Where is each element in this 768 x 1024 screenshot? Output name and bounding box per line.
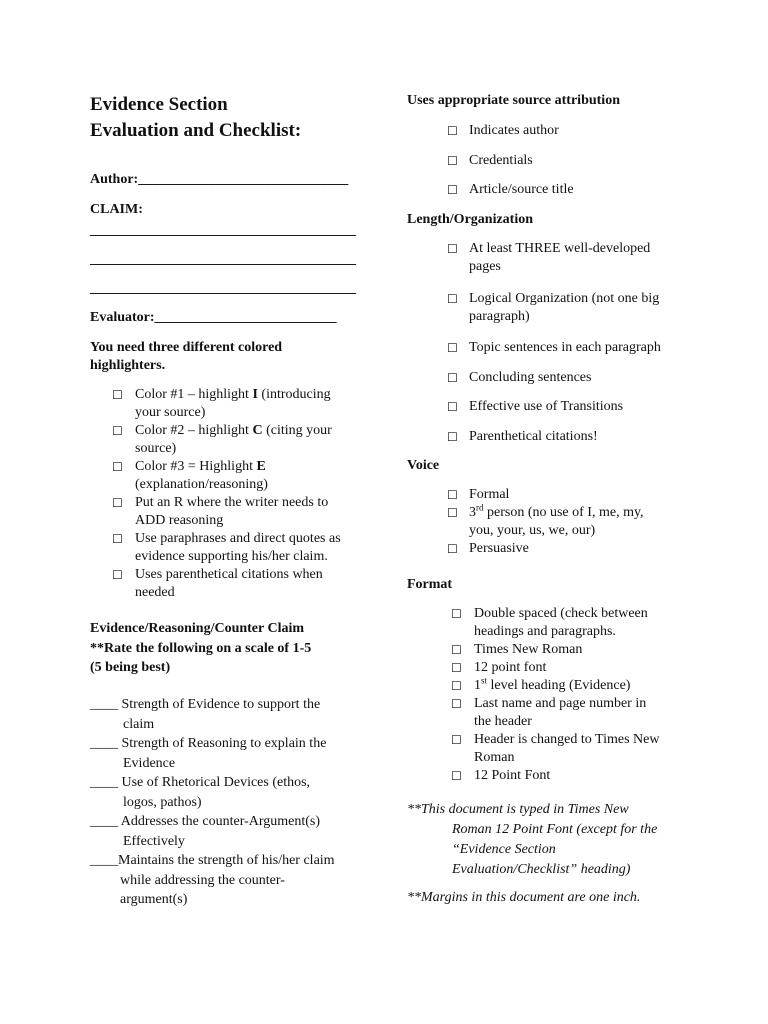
highlighters-heading-line-1: You need three different colored (90, 340, 283, 355)
length-heading: Length/Organization (407, 212, 534, 227)
font-note-line-3: “Evidence Section (452, 842, 556, 857)
checkbox-icon[interactable]: ☐ (447, 370, 458, 385)
rating-item-line-2: Effectively (123, 833, 185, 849)
item-text-post: (citing your (262, 423, 332, 438)
checkbox-icon[interactable]: ☐ (451, 769, 462, 783)
checkbox-icon[interactable]: ☐ (451, 661, 462, 675)
list-item (447, 398, 707, 428)
item-text: Logical Organization (not one big (469, 290, 660, 306)
checkbox-icon[interactable]: ☐ (112, 460, 123, 474)
list-item (451, 767, 711, 785)
rating-heading-line-3: (5 being best) (90, 660, 171, 675)
item-text-line-2: you, your, us, we, our) (469, 523, 596, 538)
checkbox-icon[interactable]: ☐ (112, 532, 123, 546)
list-item (447, 240, 707, 290)
list-item (451, 731, 711, 767)
list-item (447, 122, 707, 152)
item-key: C (252, 423, 263, 438)
list-item (112, 386, 382, 422)
item-key: I (252, 387, 258, 402)
checkbox-icon[interactable]: ☐ (447, 429, 458, 444)
list-item (447, 152, 707, 182)
item-text: Double spaced (check between (474, 606, 648, 621)
item-text: Effective use of Transitions (469, 399, 624, 414)
list-item (451, 659, 711, 677)
item-text-line-2: ADD reasoning (135, 513, 224, 528)
highlighter-checklist (112, 386, 382, 602)
item-text: Use paraphrases and direct quotes as (135, 531, 341, 546)
left-column (90, 92, 375, 907)
font-note (407, 800, 707, 880)
item-text-line-2: the header (474, 714, 532, 729)
item-text: 12 Point Font (474, 768, 551, 783)
rating-item-line-2: claim (123, 716, 155, 732)
checkbox-icon[interactable]: ☐ (447, 506, 458, 520)
checkbox-icon[interactable]: ☐ (447, 291, 458, 306)
checkbox-icon[interactable]: ☐ (447, 488, 458, 502)
item-text: Color #1 – highlight (135, 387, 253, 402)
claim-label: CLAIM: (90, 202, 143, 217)
checkbox-icon[interactable]: ☐ (447, 341, 458, 355)
list-item (447, 339, 707, 369)
item-text-rest: person (no use of I, me, my, (483, 505, 644, 520)
highlighters-heading (90, 339, 380, 375)
item-text: Formal (469, 487, 510, 502)
font-note-line-2: Roman 12 Point Font (except for the (452, 822, 658, 837)
font-note-line-1: **This document is typed in Times New (407, 802, 629, 817)
item-text-line-2: (explanation/reasoning) (135, 477, 268, 492)
checkbox-icon[interactable]: ☐ (112, 496, 123, 510)
format-heading: Format (407, 577, 453, 592)
rating-item-line-2: Evidence (123, 755, 176, 771)
claim-line-2: ______________________________________ (90, 252, 356, 267)
voice-heading: Voice (407, 458, 440, 473)
rating-list (90, 695, 380, 910)
item-text-rest: level heading (Evidence) (487, 678, 631, 693)
rating-item-line-3: argument(s) (120, 892, 188, 907)
right-column (407, 92, 707, 905)
rating-item-line-1: ____Maintains the strength of his/her claim (90, 853, 335, 868)
list-item (451, 695, 711, 731)
rating-heading (90, 619, 380, 678)
item-text: 12 point font (474, 660, 547, 675)
rating-heading-line-2: **Rate the following on a scale of 1-5 (90, 640, 312, 656)
item-text-line-2: paragraph) (469, 308, 530, 324)
ordinal-suffix: st (481, 675, 488, 686)
list-item (447, 504, 707, 540)
item-text (474, 677, 711, 695)
author-field: Author:______________________________ (90, 172, 349, 187)
item-text: Header is changed to Times New (474, 732, 660, 747)
item-text: Last name and page number in (474, 696, 647, 711)
attribution-checklist (447, 122, 707, 211)
rating-item-line-1: ____ Strength of Evidence to support the (90, 697, 321, 712)
list-item (112, 566, 382, 602)
item-text: Persuasive (469, 541, 529, 556)
item-text: At least THREE well-developed (469, 241, 651, 256)
item-text-line-2: pages (469, 259, 501, 274)
list-item (447, 486, 707, 504)
rating-item-line-1: ____ Addresses the counter-Argument(s) (90, 814, 321, 829)
highlighters-heading-line-2: highlighters. (90, 358, 166, 373)
item-text: Color #2 – highlight (135, 423, 253, 438)
ordinal-number: 1 (474, 678, 481, 693)
item-text: Uses parenthetical citations when (135, 567, 323, 582)
item-text-post: (introducing (257, 387, 331, 402)
claim-line-3: ______________________________________ (90, 281, 356, 296)
checkbox-icon[interactable]: ☐ (112, 568, 123, 582)
item-text-line-2: source) (135, 441, 177, 456)
rating-item (90, 773, 380, 812)
checkbox-icon[interactable]: ☐ (447, 124, 458, 138)
rating-item (90, 695, 380, 734)
rating-item-line-1: ____ Strength of Reasoning to explain the (90, 736, 327, 751)
item-text: Article/source title (469, 182, 574, 197)
item-text-line-2: needed (135, 585, 175, 600)
font-note-line-4: Evaluation/Checklist” heading) (452, 862, 631, 877)
rating-item-line-2: while addressing the counter- (120, 872, 285, 888)
checkbox-icon[interactable]: ☐ (451, 643, 462, 657)
item-text: Indicates author (469, 123, 559, 138)
checkbox-icon[interactable]: ☐ (451, 733, 462, 747)
ordinal-number: 3 (469, 505, 476, 520)
item-text: Color #3 = Highlight (135, 459, 257, 474)
item-text-line-2: your source) (135, 405, 206, 420)
list-item (447, 181, 707, 211)
checkbox-icon[interactable]: ☐ (112, 424, 123, 438)
format-checklist (451, 605, 711, 785)
checkbox-icon[interactable]: ☐ (447, 153, 458, 168)
checkbox-icon[interactable]: ☐ (447, 242, 458, 256)
item-text: Put an R where the writer needs to (135, 495, 329, 510)
attribution-heading: Uses appropriate source attribution (407, 93, 620, 108)
checkbox-icon[interactable]: ☐ (112, 388, 123, 402)
item-text-line-2: Roman (474, 750, 515, 765)
ordinal-suffix: rd (476, 502, 484, 513)
list-item (447, 428, 707, 458)
checkbox-icon[interactable]: ☐ (451, 679, 462, 693)
item-text: Concluding sentences (469, 369, 592, 385)
item-text: Topic sentences in each paragraph (469, 340, 661, 355)
rating-item (90, 734, 380, 773)
list-item (447, 290, 707, 340)
rating-item-line-1: ____ Use of Rhetorical Devices (ethos, (90, 775, 311, 790)
item-text (469, 504, 707, 522)
rating-heading-line-1: Evidence/Reasoning/Counter Claim (90, 621, 305, 636)
length-checklist (447, 240, 707, 457)
list-item (112, 494, 382, 530)
item-text-line-2: headings and paragraphs. (474, 624, 616, 639)
list-item (112, 422, 382, 458)
item-text: Credentials (469, 152, 533, 168)
claim-line-1: ______________________________________ (90, 223, 356, 238)
voice-checklist (447, 486, 707, 558)
list-item (447, 540, 707, 558)
list-item (112, 458, 382, 494)
list-item (447, 369, 707, 399)
list-item (451, 605, 711, 641)
list-item (451, 641, 711, 659)
list-item (112, 530, 382, 566)
margins-note: **Margins in this document are one inch. (407, 890, 641, 905)
checkbox-icon[interactable]: ☐ (447, 400, 458, 414)
checkbox-icon[interactable]: ☐ (451, 697, 462, 711)
rating-item-line-2: logos, pathos) (123, 794, 202, 810)
item-key: E (256, 459, 266, 474)
checkbox-icon[interactable]: ☐ (451, 607, 462, 621)
title-line-1: Evidence Section (90, 94, 228, 115)
evaluator-field: Evaluator:__________________________ (90, 310, 337, 325)
checkbox-icon[interactable]: ☐ (447, 183, 458, 197)
list-item (451, 677, 711, 695)
checkbox-icon[interactable]: ☐ (447, 542, 458, 556)
rating-item (90, 851, 380, 910)
rating-item (90, 812, 380, 851)
item-text-line-2: evidence supporting his/her claim. (135, 549, 328, 564)
item-text: Parenthetical citations! (469, 428, 598, 444)
title-line-2: Evaluation and Checklist: (90, 120, 302, 141)
item-text: Times New Roman (474, 642, 583, 657)
